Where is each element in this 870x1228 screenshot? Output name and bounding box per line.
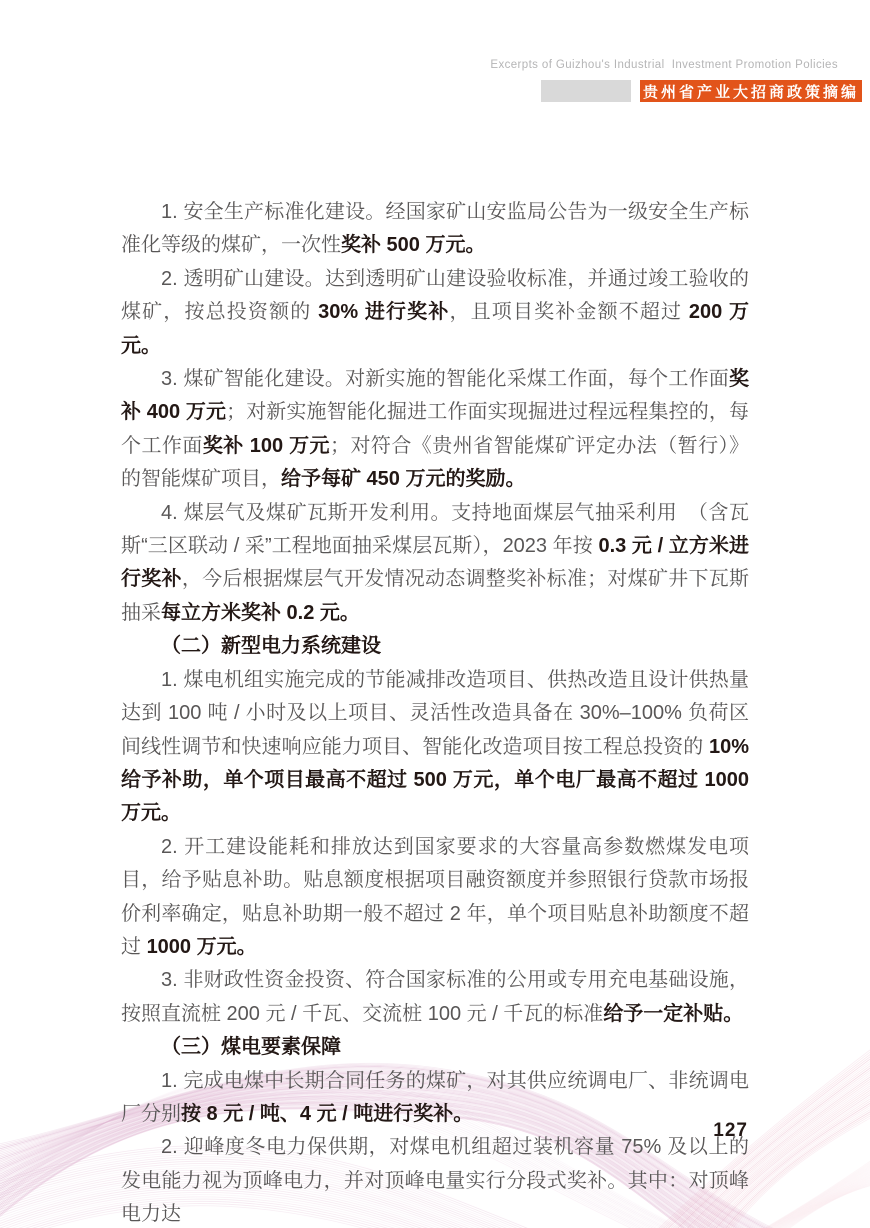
document-body <box>121 196 749 1228</box>
emphasis-text: 30% 进行奖补 <box>318 301 450 324</box>
paragraph <box>121 664 749 831</box>
body-text: 1. 煤电机组实施完成的节能减排改造项目、供热改造且设计供热量达到 100 吨 / 小时及以上项目、灵活性改造具备在 30%–100% 负荷区间线性调节和快速响应能力项目、智能化改造项目按工程总投资的 <box>121 668 749 758</box>
body-text: 4. 煤层气及煤矿瓦斯开发利用。支持地面煤层气抽采利用 （含瓦斯“三区联动 / 采”工程地面抽采煤层瓦斯），2023 年按 <box>121 501 749 558</box>
paragraph <box>121 1065 749 1132</box>
emphasis-text: 1000 万元。 <box>146 935 257 958</box>
page-header <box>541 80 862 102</box>
emphasis-text: （二）新型电力系统建设 <box>161 635 381 658</box>
body-text: ，且项目奖补金额不超过 <box>449 301 689 324</box>
header-english-title: Excerpts of Guizhou's Industrial Investment Promotion Policies <box>490 59 838 71</box>
body-text: 3. 煤矿智能化建设。对新实施的智能化采煤工作面，每个工作面 <box>161 368 729 391</box>
emphasis-text: 奖补 100 万元 <box>202 434 330 457</box>
paragraph <box>121 497 749 631</box>
body-text: 2. 开工建设能耗和排放达到国家要求的大容量高参数燃煤发电项目，给予贴息补助。贴息额度根据项目融资额度并参照银行贷款市场报价利率确定，贴息补助期一般不超过 2 年，单个项目贴息补助额度不超过 <box>121 835 749 958</box>
body-text: 2. 迎峰度冬电力保供期，对煤电机组超过装机容量 75% 及以上的发电能力视为顶峰电力，并对顶峰电量实行分段式奖补。其中：对顶峰电力达 <box>121 1136 749 1226</box>
emphasis-text: 给予每矿 450 万元的奖励。 <box>281 468 526 491</box>
section-heading <box>121 1031 749 1064</box>
emphasis-text: 按 8 元 / 吨、4 元 / 吨进行奖补。 <box>181 1102 474 1125</box>
paragraph <box>121 196 749 263</box>
emphasis-text: 0.3 元 / 立方米进行奖补 <box>121 535 749 591</box>
emphasis-text: （三）煤电要素保障 <box>161 1036 341 1059</box>
paragraph <box>121 263 749 363</box>
body-text: 1. 安全生产标准化建设。经国家矿山安监局公告为一级安全生产标准化等级的煤矿，一次性 <box>121 201 749 257</box>
paragraph <box>121 1131 749 1228</box>
body-text: 3. 非财政性资金投资、符合国家标准的公用或专用充电基础设施，按照直流桩 200 元 / 千瓦、交流桩 100 元 / 千瓦的标准 <box>121 969 749 1025</box>
body-text: ，今后根据煤层气开发情况动态调整奖补标准；对煤矿井下瓦斯抽采 <box>121 568 750 624</box>
emphasis-text: 给予一定补贴。 <box>603 1002 744 1025</box>
body-text: ；对符合《贵州省智能煤矿评定办法（暂行）》的智能煤矿项目， <box>121 434 750 491</box>
emphasis-text: 10% 给予补助，单个项目最高不超过 500 万元，单个电厂最高不超过 1000 万元。 <box>121 735 749 825</box>
paragraph <box>121 831 749 965</box>
body-text: 1. 完成电煤中长期合同任务的煤矿，对其供应统调电厂、非统调电厂分别 <box>121 1069 749 1125</box>
header-banner: 贵州省产业大招商政策摘编 <box>640 80 862 102</box>
emphasis-text: 奖补 500 万元。 <box>341 234 486 257</box>
emphasis-text: 奖补 400 万元 <box>121 368 749 424</box>
header-gray-block <box>541 80 631 102</box>
section-heading <box>121 630 749 663</box>
page-number: 127 <box>713 1120 748 1141</box>
body-text: 2. 透明矿山建设。达到透明矿山建设验收标准，并通过竣工验收的煤矿，按总投资额的 <box>121 267 749 324</box>
body-text: ；对新实施智能化掘进工作面实现掘进过程远程集控的，每个工作面 <box>121 401 750 457</box>
paragraph <box>121 964 749 1031</box>
emphasis-text: 200 万元。 <box>121 301 749 357</box>
emphasis-text: 每立方米奖补 0.2 元。 <box>161 601 360 624</box>
paragraph <box>121 363 749 497</box>
